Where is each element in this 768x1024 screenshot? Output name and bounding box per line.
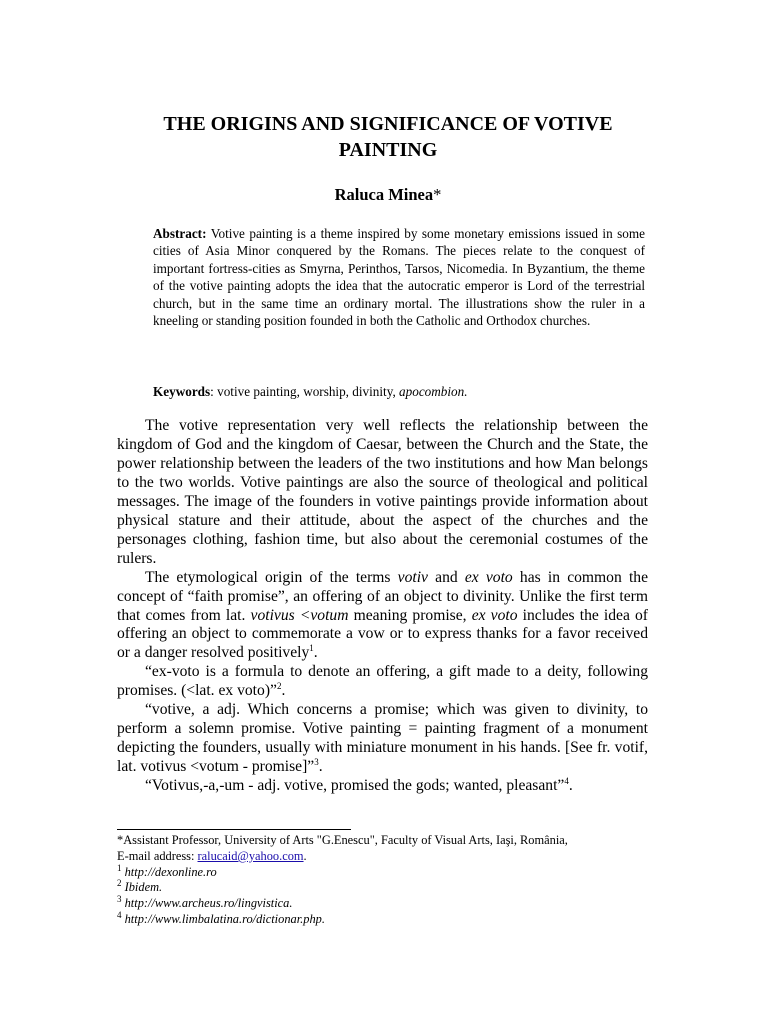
keywords-label: Keywords xyxy=(153,384,211,399)
email-end: . xyxy=(303,848,307,863)
footnote-4 xyxy=(117,909,657,928)
p2-term-exvoto-2: ex voto xyxy=(471,606,518,624)
p5-end: . xyxy=(568,777,573,795)
footnote-ref-2[interactable]: 2 xyxy=(276,681,282,692)
footnote-1-number: 1 xyxy=(117,862,122,873)
p3-text: “ex-voto is a formula to denote an offering, a gift made to a deity, following promises. (<lat. ex voto)” xyxy=(117,663,648,700)
footnote-author-affiliation: *Assistant Professor, University of Arts "G.Enescu", Faculty of Visual Arts, Iaşi, România, xyxy=(117,833,568,847)
footnote-email-line xyxy=(117,849,657,865)
footnote-1 xyxy=(117,862,657,881)
footnote-ref-3[interactable]: 3 xyxy=(314,756,319,767)
footnote-2 xyxy=(117,880,657,896)
p2-text-e: includes the idea of offering an object to commemorate a vow or to express thanks for a favor received or a danger resolved positively xyxy=(117,606,649,662)
p4-end: . xyxy=(318,758,323,776)
author-name xyxy=(118,185,658,205)
footnote-1-link[interactable]: http://dexonline.ro xyxy=(124,864,217,879)
keywords-italic: apocombion. xyxy=(399,384,468,399)
abstract-text: Votive painting is a theme inspired by some monetary emissions issued in some cities of Asia Minor conquered by the Romans. The pieces relate to the conquest of important fortress-cities as Smyrna, Perinthos, Tarsos, Nicomedia. In Byzantium, the theme of the votive painting adopts the idea that the autocratic emperor is Lord of the terrestrial church, but in the same time an ordinary mortal. The illustrations show the ruler in a kneeling or standing position founded in both the Catholic and Orthodox churches. xyxy=(153,226,645,329)
p2-text-b: and xyxy=(427,568,465,586)
email-link[interactable]: ralucaid@yahoo.com xyxy=(197,848,304,863)
p3-end: . xyxy=(281,682,286,700)
footnote-3-link[interactable]: http://www.archeus.ro/lingvistica. xyxy=(124,896,293,911)
p2-term-votiv: votiv xyxy=(397,568,428,586)
p2-text-a: The etymological origin of the terms xyxy=(145,568,398,586)
footnote-3 xyxy=(117,896,657,912)
footnote-3-number: 3 xyxy=(117,894,122,905)
paragraph-5 xyxy=(117,777,648,796)
footnotes xyxy=(117,833,657,928)
abstract xyxy=(153,225,645,329)
p2-text-f: . xyxy=(313,644,318,662)
footnote-2-text: Ibidem. xyxy=(124,880,163,895)
p2-term-votivus: votivus <votum xyxy=(250,606,349,624)
footnote-ref-1[interactable]: 1 xyxy=(309,643,314,654)
footnote-4-link[interactable]: http://www.limbalatina.ro/dictionar.php. xyxy=(124,911,325,926)
footnote-ref-4[interactable]: 4 xyxy=(564,775,569,786)
paper-title xyxy=(118,111,658,163)
footnote-4-number: 4 xyxy=(117,909,122,920)
email-label: E-mail address: xyxy=(117,848,198,863)
title-line-1: THE ORIGINS AND SIGNIFICANCE OF VOTIVE xyxy=(163,113,613,135)
paragraph-3 xyxy=(117,663,648,701)
author-text: Raluca Minea xyxy=(334,185,434,204)
footnote-divider xyxy=(117,829,351,830)
paragraph-4 xyxy=(117,701,648,777)
footnote-2-number: 2 xyxy=(117,878,122,889)
body-text xyxy=(117,417,648,796)
title-line-2: PAINTING xyxy=(338,139,438,161)
author-footnote-mark: * xyxy=(433,185,442,204)
abstract-label: Abstract: xyxy=(153,226,207,241)
paragraph-2 xyxy=(117,569,648,664)
p2-term-exvoto: ex voto xyxy=(464,568,513,586)
paragraph-1: The votive representation very well reflects the relationship between the kingdom of God and the kingdom of Caesar, between the Church and the State, the power relationship between the leaders of the two institutions and how Man belongs to the two worlds. Votive paintings are also the source of theological and political messages. The image of the founders in votive paintings provide information about physical stature and their attitude, about the aspect of the churches and the personages clothing, fashion time, but also about the ceremonial costumes of the rulers. xyxy=(117,417,648,567)
p2-text-d: meaning promise, xyxy=(348,606,472,624)
keywords xyxy=(153,383,645,400)
p5-text: “Votivus,-a,-um - adj. votive, promised the gods; wanted, pleasant” xyxy=(145,777,565,795)
p2-text-c: has in common the concept of “faith promise”, an offering of an object to divinity. Unlike the first term that comes from lat. xyxy=(117,568,648,624)
p4-text: “votive, a adj. Which concerns a promise; which was given to divinity, to perform a solemn promise. Votive painting = painting fragment of a monument depicting the founders, usually with miniature monument in his hands. [See fr. votif, lat. votivus <votum - promise]” xyxy=(117,701,648,776)
keywords-text: : votive painting, worship, divinity, xyxy=(210,384,400,399)
